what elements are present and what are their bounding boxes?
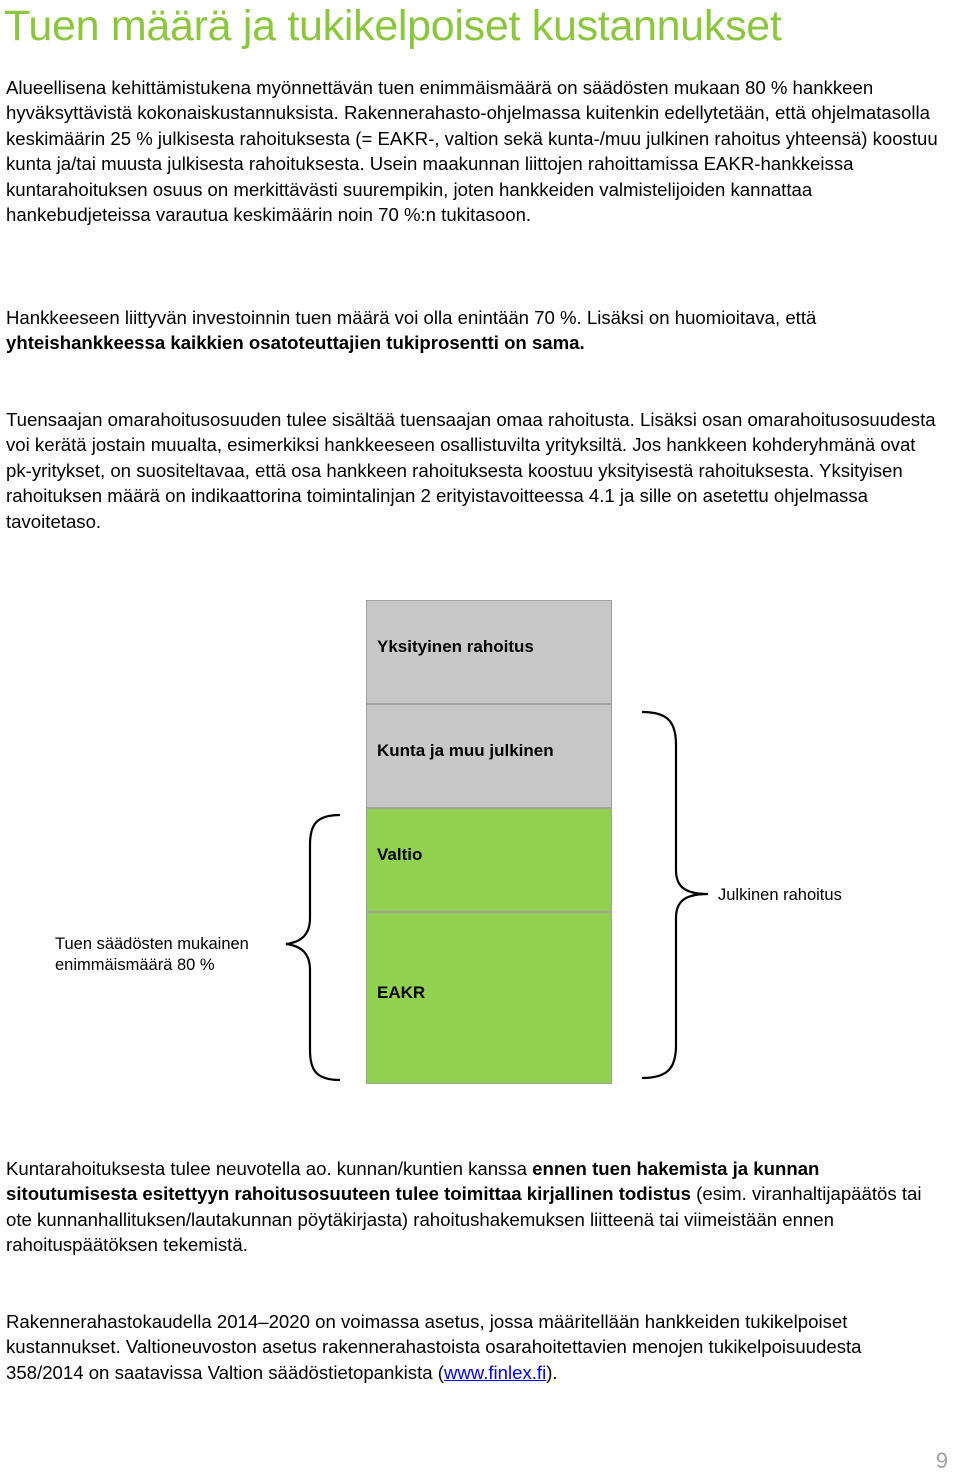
- block-municipal-funding: [366, 704, 612, 808]
- investment-bold-text: yhteishankkeessa kaikkien osatoteuttajien tukiprosentti on sama.: [6, 332, 585, 354]
- block-eakr-funding: [366, 912, 612, 1084]
- max-support-brace: [286, 815, 340, 1080]
- investment-text: Hankkeeseen liittyvän investoinnin tuen määrä voi olla enintään 70 %. Lisäksi on huomioitava, että: [6, 307, 817, 328]
- municipal-text-a: Kuntarahoituksesta tulee neuvotella ao. kunnan/kuntien kanssa: [6, 1158, 533, 1179]
- eligible-text-a: Rakennerahastokaudella 2014–2020 on voimassa asetus, jossa määritellään hankkeiden tukikelpoiset kustannukset. Valtioneuvoston asetus rakennerahastoista osarahoitettavien menojen tukikelpoisuudesta 358/2014 on saatavissa Valtion säädöstietopankista (: [6, 1311, 862, 1383]
- block-state-funding: [366, 808, 612, 912]
- block-private-funding: [366, 600, 612, 704]
- label-public-funding: Julkinen rahoitus: [718, 886, 842, 904]
- paragraph-municipal-funding: [6, 1156, 941, 1258]
- paragraph-investment: [6, 305, 941, 356]
- eligible-text-b: ).: [546, 1361, 558, 1383]
- municipal-bold-text: ennen tuen hakemista ja kunnan sitoutumisesta esitettyyn rahoitusosuuteen tulee toimittaa kirjallinen todistus: [6, 1158, 820, 1205]
- paragraph-support-amount: Alueellisena kehittämistukena myönnettävän tuen enimmäismäärä on säädösten mukaan 80 % hankkeen hyväksyttävistä kokonaiskustannuksista. Rakennerahasto-ohjelmassa kuitenkin edellytetään, että ohjelmatasolla keskimäärin 25 % julkisesta rahoituksesta (= EAKR-, valtion sekä kunta-/muu julkinen rahoitus yhteensä) koostuu kunta ja/tai muusta julkisesta rahoituksesta. Usein maakunnan liittojen rahoittamissa EAKR-hankkeissa kuntarahoituksen osuus on merkittävästi suurempikin, joten hankkeiden valmistelijoiden kannattaa hankebudjeteissa varautua keskimäärin noin 70 %:n tukitasoon.: [6, 77, 938, 226]
- page-title: Tuen määrä ja tukikelpoiset kustannukset: [4, 2, 782, 50]
- block-private-label: Yksityinen rahoitus: [377, 637, 534, 656]
- block-eakr-label: EAKR: [377, 983, 426, 1002]
- paragraph-own-funding: Tuensaajan omarahoitusosuuden tulee sisältää tuensaajan omaa rahoitusta. Lisäksi osan omarahoitusosuudesta voi kerätä jostain muualta, esimerkiksi hankkeeseen osallistuvilta yrityksiltä. Jos hankkeen kohderyhmänä ovat pk-yritykset, on suositeltavaa, että osa hankkeen rahoituksesta koostuu yksityisestä rahoituksesta. Yksityisen rahoituksen määrä on indikaattorina toimintalinjan 2 erityistavoitteessa 4.1 ja sille on asetettu ohjelmassa tavoitetaso.: [6, 409, 936, 532]
- block-state-label: Valtio: [377, 845, 423, 864]
- paragraph-eligible-costs: [6, 1309, 941, 1385]
- finlex-link[interactable]: www.finlex.fi: [443, 1361, 547, 1383]
- page-number: 9: [935, 1448, 948, 1473]
- municipal-text-c: (esim. viranhaltijapäätös tai ote kunnanhallituksen/lautakunnan pöytäkirjasta) rahoitushakemuksen liitteenä tai viimeistään ennen rahoituspäätöksen tekemistä.: [6, 1183, 922, 1256]
- label-max-support: Tuen säädösten mukainen enimmäismäärä 80 %: [55, 935, 249, 974]
- block-municipal-label: Kunta ja muu julkinen: [377, 741, 554, 760]
- public-funding-brace: [642, 712, 708, 1078]
